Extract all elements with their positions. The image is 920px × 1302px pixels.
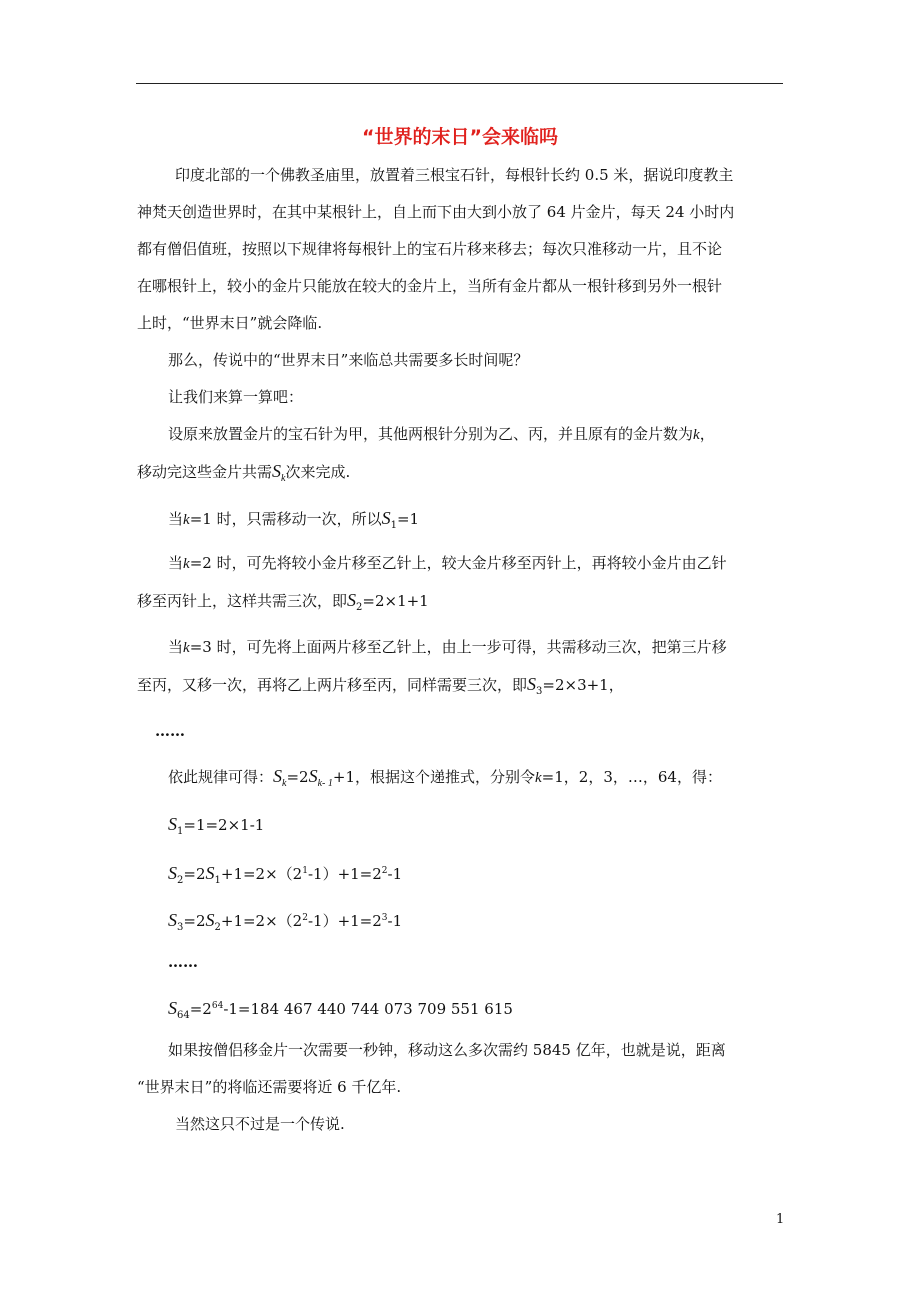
page-number: 1 xyxy=(776,1212,785,1227)
text-span: =1=2×1-1 xyxy=(183,816,265,834)
var-k: k xyxy=(693,427,700,443)
var-k: k xyxy=(183,556,190,572)
var-S: S xyxy=(205,910,215,930)
intro-line: 上时，“世界末日”就会降临. xyxy=(137,314,323,332)
conclusion-line-1: 如果按僧侣移金片一次需要一秒钟，移动这么多次需约 5845 亿年，也就是说，距离 xyxy=(168,1041,726,1059)
intro-line: 神梵天创造世界时，在其中某根针上，自上而下由大到小放了 64 片金片，每天 24 小时内 xyxy=(137,203,735,221)
setup-line-2 xyxy=(137,461,350,489)
text-span: 依此规律可得： xyxy=(168,768,274,786)
sub-2: 2 xyxy=(214,922,221,933)
case-k2-line-2 xyxy=(137,590,429,618)
text-span: =1 时，只需移动一次，所以 xyxy=(189,510,382,528)
text-span: =2 xyxy=(189,1000,212,1018)
text-span: 移至丙针上，这样共需三次，即 xyxy=(137,592,348,610)
sub-k: k xyxy=(281,473,286,484)
text-span: =1，2，3，…，64，得： xyxy=(541,768,722,786)
equation-s3 xyxy=(168,908,402,938)
exp-3: 3 xyxy=(381,913,388,923)
text-span: =1 xyxy=(396,510,420,528)
final-remark: 当然这只不过是一个传说. xyxy=(175,1115,345,1133)
text-span: =2 xyxy=(183,912,206,930)
sub-1: 1 xyxy=(177,826,184,837)
sub-2: 2 xyxy=(356,602,363,613)
equation-s2 xyxy=(168,861,402,891)
text-span: +1，根据这个递推式，分别令 xyxy=(332,768,535,786)
page-title: “世界的末日”会来临吗 xyxy=(362,126,558,148)
text-span: 设原来放置金片的宝石针为甲，其他两根针分别为乙、丙，并且原有的金片数为 xyxy=(168,425,694,443)
var-S: S xyxy=(381,508,391,528)
ellipsis: …… xyxy=(168,953,198,971)
question-text: 那么，传说中的“世界末日”来临总共需要多长时间呢？ xyxy=(168,351,529,369)
text-span: 当 xyxy=(168,638,184,656)
text-span: =2×3+1， xyxy=(542,676,624,694)
text-span: -1 xyxy=(387,865,403,883)
text-span: =2 xyxy=(286,768,309,786)
setup-line-1 xyxy=(168,424,715,445)
var-S: S xyxy=(272,461,282,481)
case-k1 xyxy=(168,508,419,536)
case-k3-line-1 xyxy=(168,637,727,658)
text-span: -1）+1=2 xyxy=(307,912,382,930)
var-S: S xyxy=(168,998,177,1018)
case-k2-line-1 xyxy=(168,553,727,574)
var-k: k xyxy=(535,770,542,786)
var-S: S xyxy=(527,674,537,694)
text-span: +1=2×（2 xyxy=(220,912,303,930)
var-S: S xyxy=(308,766,318,786)
header-rule xyxy=(136,83,783,84)
text-span: =2 xyxy=(183,865,206,883)
text-span: 当 xyxy=(168,510,184,528)
text-span: =3 时，可先将上面两片移至乙针上，由上一步可得，共需移动三次，把第三片移 xyxy=(189,638,727,656)
sub-2: 2 xyxy=(177,875,184,886)
text-span: -1 xyxy=(387,912,403,930)
intro-line: 在哪根针上，较小的金片只能放在较大的金片上，当所有金片都从一根针移到另外一根针 xyxy=(137,277,723,295)
exp-1: 1 xyxy=(302,866,308,876)
text-span: 次来完成. xyxy=(285,463,351,481)
text-span: ， xyxy=(699,425,715,443)
var-S: S xyxy=(168,863,177,883)
equation-s1 xyxy=(168,814,264,842)
var-k: k xyxy=(183,512,190,528)
var-S: S xyxy=(168,814,177,834)
sub-3: 3 xyxy=(536,686,543,697)
text-span: 至丙，又移一次，再将乙上两片移至丙，同样需要三次，即 xyxy=(137,676,528,694)
exp-2: 2 xyxy=(381,866,388,876)
exp-64: 64 xyxy=(211,1001,224,1011)
equation-s64 xyxy=(168,996,513,1026)
recurrence-line xyxy=(168,766,722,794)
text-span: =2 时，可先将较小金片移至乙针上，较大金片移至丙针上，再将较小金片由乙针 xyxy=(189,554,727,572)
var-k: k xyxy=(183,640,190,656)
text-span: 当 xyxy=(168,554,184,572)
var-S: S xyxy=(347,590,357,610)
text-span: -1）+1=2 xyxy=(307,865,382,883)
sub-3: 3 xyxy=(177,922,184,933)
var-S: S xyxy=(205,863,215,883)
case-k3-line-2 xyxy=(137,674,624,702)
lets-calc-text: 让我们来算一算吧： xyxy=(168,388,304,406)
intro-line: 印度北部的一个佛教圣庙里，放置着三根宝石针，每根针长约 0.5 米，据说印度教主 xyxy=(175,166,734,184)
conclusion-line-2: “世界末日”的将临还需要将近 6 千亿年. xyxy=(137,1078,402,1096)
text-span: +1=2×（2 xyxy=(220,865,303,883)
sub-k: k xyxy=(282,778,287,789)
var-S: S xyxy=(168,910,177,930)
sub-64: 64 xyxy=(177,1010,190,1021)
var-S: S xyxy=(273,766,283,786)
text-span: -1=184 467 440 744 073 709 551 615 xyxy=(223,1000,513,1018)
sub-k-minus-1: k- 1 xyxy=(317,778,333,789)
exp-2: 2 xyxy=(302,913,308,923)
sub-1: 1 xyxy=(214,875,221,886)
ellipsis: …… xyxy=(155,722,185,740)
sub-1: 1 xyxy=(390,520,397,531)
intro-line: 都有僧侣值班，按照以下规律将每根针上的宝石片移来移去；每次只准移动一片，且不论 xyxy=(137,240,723,258)
text-span: =2×1+1 xyxy=(362,592,429,610)
text-span: 移动完这些金片共需 xyxy=(137,463,273,481)
